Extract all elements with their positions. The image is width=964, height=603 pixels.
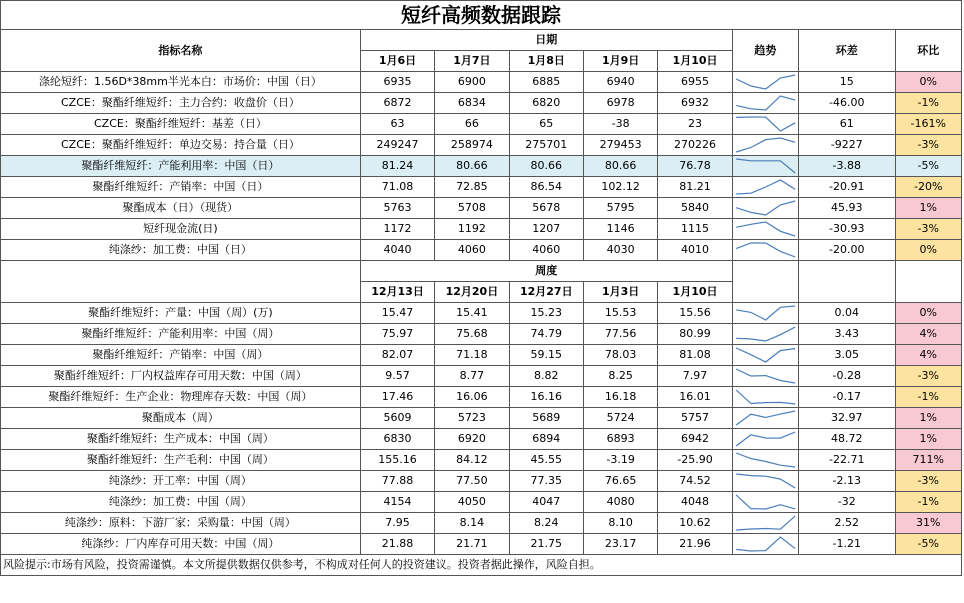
sparkline-path [736, 96, 795, 110]
indicator-name: 纯涤纱：加工费：中国（周） [1, 492, 361, 513]
sparkline [733, 135, 798, 155]
indicator-name: 聚酯纤维短纤：生产毛利：中国（周） [1, 450, 361, 471]
ratio-cell: 4% [895, 324, 961, 345]
change-cell: -30.93 [799, 219, 895, 240]
sparkline-path [736, 180, 795, 194]
value-cell: 1192 [435, 219, 509, 240]
value-cell: 15.23 [509, 303, 583, 324]
sparkline-path [736, 432, 795, 446]
weekly-blank [799, 261, 895, 303]
sparkline [733, 429, 798, 449]
trend-cell [732, 93, 798, 114]
value-cell: 6893 [583, 429, 657, 450]
value-cell: -25.90 [658, 450, 732, 471]
value-cell: 4060 [509, 240, 583, 261]
value-cell: 65 [509, 114, 583, 135]
sparkline [733, 303, 798, 323]
table-row [1, 492, 962, 513]
value-cell: 4050 [435, 492, 509, 513]
indicator-name: 聚酯成本（日）（现货） [1, 198, 361, 219]
table-row [1, 219, 962, 240]
sparkline [733, 345, 798, 365]
indicator-name: 聚酯纤维短纤：产能利用率：中国（周） [1, 324, 361, 345]
sparkline [733, 366, 798, 386]
change-cell: 15 [799, 72, 895, 93]
value-cell: 9.57 [360, 366, 434, 387]
value-cell: 81.08 [658, 345, 732, 366]
change-cell: -22.71 [799, 450, 895, 471]
value-cell: -3.19 [583, 450, 657, 471]
change-cell: -46.00 [799, 93, 895, 114]
sparkline-path [736, 390, 795, 404]
sparkline-path [736, 495, 795, 509]
value-cell: 5795 [583, 198, 657, 219]
week-date-header: 12月13日 [360, 282, 434, 303]
value-cell: 21.88 [360, 534, 434, 555]
page-title: 短纤高频数据跟踪 [1, 1, 962, 30]
indicator-name: 聚酯纤维短纤：厂内权益库存可用天数：中国（周） [1, 366, 361, 387]
sparkline [733, 387, 798, 407]
value-cell: 6872 [360, 93, 434, 114]
change-cell: -32 [799, 492, 895, 513]
trend-cell [732, 156, 798, 177]
value-cell: 63 [360, 114, 434, 135]
value-cell: 5763 [360, 198, 434, 219]
table-row [1, 93, 962, 114]
weekly-blank [1, 261, 361, 303]
week-date-header: 1月10日 [658, 282, 732, 303]
sparkline [733, 408, 798, 428]
sparkline-path [736, 369, 795, 383]
ratio-cell: -1% [895, 492, 961, 513]
value-cell: 45.55 [509, 450, 583, 471]
value-cell: 80.66 [435, 156, 509, 177]
table-row [1, 240, 962, 261]
indicator-name: 纯涤纱：原料：下游厂家：采购量：中国（周） [1, 513, 361, 534]
sparkline-path [736, 306, 795, 320]
value-cell: 71.18 [435, 345, 509, 366]
value-cell: 80.66 [509, 156, 583, 177]
value-cell: 5724 [583, 408, 657, 429]
table-row [1, 156, 962, 177]
title-row [1, 1, 962, 30]
sparkline [733, 72, 798, 92]
value-cell: 270226 [658, 135, 732, 156]
table-row [1, 198, 962, 219]
value-cell: 81.24 [360, 156, 434, 177]
change-cell: -0.28 [799, 366, 895, 387]
value-cell: 77.88 [360, 471, 434, 492]
change-cell: 61 [799, 114, 895, 135]
change-cell: 48.72 [799, 429, 895, 450]
value-cell: -38 [583, 114, 657, 135]
value-cell: 77.56 [583, 324, 657, 345]
trend-header: 趋势 [732, 30, 798, 72]
value-cell: 4030 [583, 240, 657, 261]
trend-cell [732, 324, 798, 345]
sparkline [733, 492, 798, 512]
table-row [1, 450, 962, 471]
sparkline-path [736, 138, 795, 152]
value-cell: 5609 [360, 408, 434, 429]
value-cell: 23.17 [583, 534, 657, 555]
trend-cell [732, 303, 798, 324]
value-cell: 77.35 [509, 471, 583, 492]
sparkline [733, 177, 798, 197]
value-cell: 6885 [509, 72, 583, 93]
change-cell: 3.05 [799, 345, 895, 366]
value-cell: 16.16 [509, 387, 583, 408]
ratio-cell: 1% [895, 408, 961, 429]
sparkline-path [736, 348, 795, 362]
table-row [1, 408, 962, 429]
sparkline [733, 93, 798, 113]
trend-cell [732, 429, 798, 450]
value-cell: 6900 [435, 72, 509, 93]
indicator-name: CZCE：聚酯纤维短纤：主力合约：收盘价（日） [1, 93, 361, 114]
ratio-cell: -5% [895, 156, 961, 177]
indicator-name: CZCE：聚酯纤维短纤：单边交易：持合量（日） [1, 135, 361, 156]
value-cell: 8.14 [435, 513, 509, 534]
value-cell: 4080 [583, 492, 657, 513]
value-cell: 66 [435, 114, 509, 135]
trend-cell [732, 408, 798, 429]
value-cell: 1146 [583, 219, 657, 240]
sparkline-path [736, 159, 795, 173]
indicator-name: 纯涤纱：加工费：中国（日） [1, 240, 361, 261]
indicator-name: 涤纶短纤：1.56D*38mm半光本白：市场价：中国（日） [1, 72, 361, 93]
table-row [1, 534, 962, 555]
value-cell: 1172 [360, 219, 434, 240]
value-cell: 1115 [658, 219, 732, 240]
indicator-name: 聚酯纤维短纤：产能利用率：中国（日） [1, 156, 361, 177]
ratio-cell: 0% [895, 303, 961, 324]
ratio-cell: -3% [895, 366, 961, 387]
value-cell: 5678 [509, 198, 583, 219]
change-cell: 32.97 [799, 408, 895, 429]
value-cell: 6820 [509, 93, 583, 114]
date-group-header: 日期 [360, 30, 732, 51]
value-cell: 78.03 [583, 345, 657, 366]
value-cell: 5840 [658, 198, 732, 219]
trend-cell [732, 345, 798, 366]
table-row [1, 366, 962, 387]
sparkline [733, 219, 798, 239]
trend-cell [732, 114, 798, 135]
change-cell: -3.88 [799, 156, 895, 177]
value-cell: 21.96 [658, 534, 732, 555]
value-cell: 6978 [583, 93, 657, 114]
ratio-header: 环比 [895, 30, 961, 72]
sparkline [733, 450, 798, 470]
value-cell: 155.16 [360, 450, 434, 471]
week-date-header: 1月3日 [583, 282, 657, 303]
value-cell: 74.52 [658, 471, 732, 492]
value-cell: 76.65 [583, 471, 657, 492]
value-cell: 8.77 [435, 366, 509, 387]
value-cell: 8.24 [509, 513, 583, 534]
sparkline-path [736, 117, 795, 131]
value-cell: 15.47 [360, 303, 434, 324]
ratio-cell: -1% [895, 387, 961, 408]
value-cell: 6894 [509, 429, 583, 450]
value-cell: 249247 [360, 135, 434, 156]
indicator-name: 聚酯纤维短纤：产销率：中国（周） [1, 345, 361, 366]
indicator-name: 聚酯成本（周） [1, 408, 361, 429]
sparkline-path [736, 75, 795, 89]
value-cell: 75.68 [435, 324, 509, 345]
value-cell: 86.54 [509, 177, 583, 198]
value-cell: 6920 [435, 429, 509, 450]
ratio-cell: -3% [895, 219, 961, 240]
value-cell: 15.56 [658, 303, 732, 324]
ratio-cell: 0% [895, 240, 961, 261]
value-cell: 4154 [360, 492, 434, 513]
indicator-name: 聚酯纤维短纤：产量：中国（周）(万) [1, 303, 361, 324]
value-cell: 8.10 [583, 513, 657, 534]
change-cell: 0.04 [799, 303, 895, 324]
change-cell: 2.52 [799, 513, 895, 534]
table-row [1, 429, 962, 450]
sparkline-path [736, 516, 795, 530]
risk-disclaimer: 风险提示:市场有风险，投资需谨慎。本文所提供数据仅供参考，不构成对任何人的投资建议。投资者据此操作，风险自担。 [1, 555, 962, 576]
value-cell: 17.46 [360, 387, 434, 408]
table-row [1, 72, 962, 93]
value-cell: 77.50 [435, 471, 509, 492]
sparkline-path [736, 243, 795, 257]
value-cell: 80.66 [583, 156, 657, 177]
sparkline-path [736, 222, 795, 236]
value-cell: 4010 [658, 240, 732, 261]
value-cell: 5689 [509, 408, 583, 429]
value-cell: 4040 [360, 240, 434, 261]
trend-cell [732, 387, 798, 408]
value-cell: 72.85 [435, 177, 509, 198]
trend-cell [732, 72, 798, 93]
indicator-name: CZCE：聚酯纤维短纤：基差（日） [1, 114, 361, 135]
weekly-header-row-1 [1, 261, 962, 282]
indicator-name: 纯涤纱：开工率：中国（周） [1, 471, 361, 492]
daily-header-row-1 [1, 30, 962, 51]
trend-cell [732, 450, 798, 471]
trend-cell [732, 219, 798, 240]
value-cell: 16.01 [658, 387, 732, 408]
sparkline [733, 240, 798, 260]
sparkline [733, 156, 798, 176]
week-date-header: 12月20日 [435, 282, 509, 303]
value-cell: 15.41 [435, 303, 509, 324]
ratio-cell: 4% [895, 345, 961, 366]
ratio-cell: -3% [895, 135, 961, 156]
value-cell: 82.07 [360, 345, 434, 366]
value-cell: 8.82 [509, 366, 583, 387]
value-cell: 81.21 [658, 177, 732, 198]
sparkline-path [736, 537, 795, 551]
table-row [1, 471, 962, 492]
sparkline [733, 471, 798, 491]
ratio-cell: -3% [895, 471, 961, 492]
indicator-name: 聚酯纤维短纤：生产成本：中国（周） [1, 429, 361, 450]
table-row [1, 387, 962, 408]
value-cell: 8.25 [583, 366, 657, 387]
trend-cell [732, 240, 798, 261]
value-cell: 74.79 [509, 324, 583, 345]
sparkline [733, 513, 798, 533]
trend-cell [732, 534, 798, 555]
change-cell: -0.17 [799, 387, 895, 408]
change-cell: -20.00 [799, 240, 895, 261]
change-cell: -1.21 [799, 534, 895, 555]
indicator-name: 聚酯纤维短纤：生产企业：物理库存天数：中国（周） [1, 387, 361, 408]
value-cell: 15.53 [583, 303, 657, 324]
value-cell: 59.15 [509, 345, 583, 366]
value-cell: 7.97 [658, 366, 732, 387]
table-row [1, 324, 962, 345]
trend-cell [732, 135, 798, 156]
ratio-cell: 711% [895, 450, 961, 471]
change-cell: 45.93 [799, 198, 895, 219]
trend-cell [732, 366, 798, 387]
week-date-header: 12月27日 [509, 282, 583, 303]
value-cell: 7.95 [360, 513, 434, 534]
ratio-cell: -20% [895, 177, 961, 198]
table-row [1, 303, 962, 324]
date-header: 1月7日 [435, 51, 509, 72]
value-cell: 21.71 [435, 534, 509, 555]
value-cell: 1207 [509, 219, 583, 240]
change-cell: -20.91 [799, 177, 895, 198]
weekly-blank [732, 261, 798, 303]
value-cell: 6935 [360, 72, 434, 93]
footer-row [1, 555, 962, 576]
change-cell: -9227 [799, 135, 895, 156]
week-group-header: 周度 [360, 261, 732, 282]
value-cell: 102.12 [583, 177, 657, 198]
date-header: 1月8日 [509, 51, 583, 72]
ratio-cell: 1% [895, 429, 961, 450]
ratio-cell: 1% [895, 198, 961, 219]
value-cell: 4060 [435, 240, 509, 261]
value-cell: 5708 [435, 198, 509, 219]
sparkline [733, 114, 798, 134]
trend-cell [732, 177, 798, 198]
value-cell: 6830 [360, 429, 434, 450]
value-cell: 5723 [435, 408, 509, 429]
indicator-name: 聚酯纤维短纤：产销率：中国（日） [1, 177, 361, 198]
ratio-cell: 0% [895, 72, 961, 93]
table-row [1, 135, 962, 156]
value-cell: 75.97 [360, 324, 434, 345]
sparkline-path [736, 453, 795, 467]
value-cell: 279453 [583, 135, 657, 156]
value-cell: 71.08 [360, 177, 434, 198]
indicator-name: 短纤现金流(日) [1, 219, 361, 240]
change-header: 环差 [799, 30, 895, 72]
table-row [1, 114, 962, 135]
value-cell: 80.99 [658, 324, 732, 345]
value-cell: 258974 [435, 135, 509, 156]
value-cell: 6955 [658, 72, 732, 93]
date-header: 1月9日 [583, 51, 657, 72]
table-row [1, 345, 962, 366]
change-cell: 3.43 [799, 324, 895, 345]
trend-cell [732, 198, 798, 219]
table-row [1, 513, 962, 534]
table-row [1, 177, 962, 198]
value-cell: 5757 [658, 408, 732, 429]
ratio-cell: -1% [895, 93, 961, 114]
value-cell: 6834 [435, 93, 509, 114]
value-cell: 6940 [583, 72, 657, 93]
value-cell: 16.18 [583, 387, 657, 408]
value-cell: 10.62 [658, 513, 732, 534]
sparkline [733, 324, 798, 344]
value-cell: 4047 [509, 492, 583, 513]
trend-cell [732, 513, 798, 534]
sparkline-path [736, 201, 795, 215]
ratio-cell: 31% [895, 513, 961, 534]
value-cell: 23 [658, 114, 732, 135]
trend-cell [732, 471, 798, 492]
trend-cell [732, 492, 798, 513]
value-cell: 6932 [658, 93, 732, 114]
indicator-header: 指标名称 [1, 30, 361, 72]
value-cell: 76.78 [658, 156, 732, 177]
sparkline-path [736, 327, 795, 341]
indicator-name: 纯涤纱：厂内库存可用天数：中国（周） [1, 534, 361, 555]
value-cell: 84.12 [435, 450, 509, 471]
sparkline [733, 198, 798, 218]
ratio-cell: -161% [895, 114, 961, 135]
weekly-blank [895, 261, 961, 303]
value-cell: 6942 [658, 429, 732, 450]
value-cell: 16.06 [435, 387, 509, 408]
date-header: 1月6日 [360, 51, 434, 72]
value-cell: 4048 [658, 492, 732, 513]
date-header: 1月10日 [658, 51, 732, 72]
value-cell: 275701 [509, 135, 583, 156]
change-cell: -2.13 [799, 471, 895, 492]
sparkline-path [736, 411, 795, 425]
ratio-cell: -5% [895, 534, 961, 555]
sparkline-path [736, 474, 795, 488]
sparkline [733, 534, 798, 554]
value-cell: 21.75 [509, 534, 583, 555]
